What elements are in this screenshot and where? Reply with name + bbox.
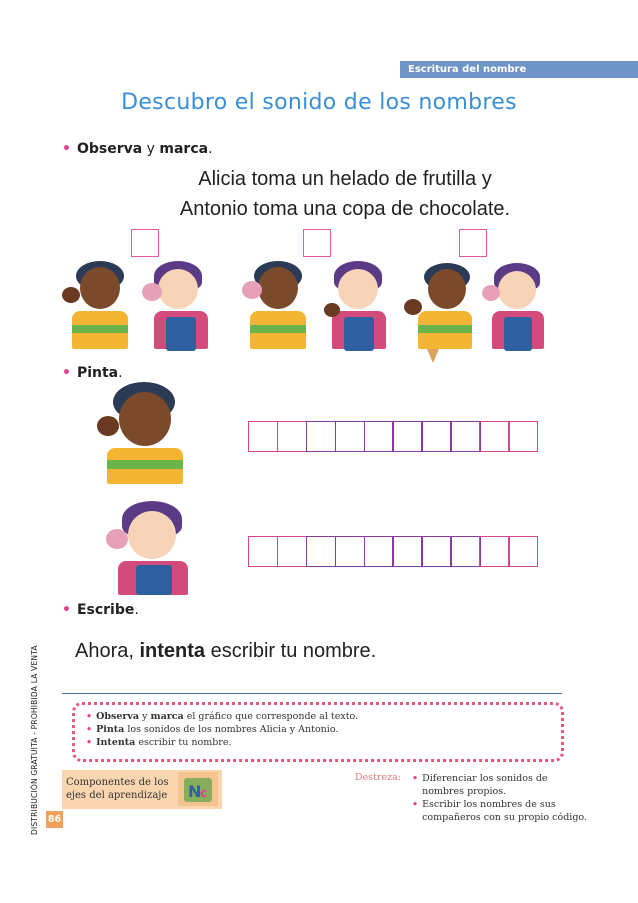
write-name-prompt: Ahora, intenta escribir tu nombre.	[75, 640, 377, 662]
letter-cell[interactable]	[392, 421, 422, 452]
sentence-line-1: Alicia toma un helado de frutilla y	[198, 168, 492, 190]
letter-cell[interactable]	[277, 536, 307, 567]
boy-portrait	[95, 378, 195, 488]
letter-cell[interactable]	[248, 421, 278, 452]
letter-cell[interactable]	[392, 536, 422, 567]
letter-cell[interactable]	[479, 421, 509, 452]
kids-illustration	[62, 253, 564, 363]
letter-cell[interactable]	[450, 421, 480, 452]
components-label: Componentes de los ejes del aprendizaje	[66, 777, 169, 801]
letter-grid-antonio	[248, 421, 537, 452]
letter-cell[interactable]	[421, 421, 451, 452]
instruction-paint: • Pinta.	[62, 365, 123, 381]
svg-text:c: c	[200, 786, 208, 800]
note-item: • Intenta escribir tu nombre.	[86, 737, 232, 748]
letter-cell[interactable]	[364, 536, 394, 567]
letter-cell[interactable]	[364, 421, 394, 452]
letter-cell[interactable]	[508, 421, 538, 452]
divider	[62, 693, 562, 694]
page-number: 86	[46, 811, 63, 828]
bullet-icon: •	[62, 602, 71, 618]
letter-cell[interactable]	[306, 421, 336, 452]
letter-cell[interactable]	[508, 536, 538, 567]
letter-cell[interactable]	[335, 421, 365, 452]
letter-cell[interactable]	[306, 536, 336, 567]
instruction-write: • Escribe.	[62, 602, 139, 618]
letter-cell[interactable]	[421, 536, 451, 567]
girl-portrait	[100, 497, 200, 597]
sentence-line-2: Antonio toma una copa de chocolate.	[179, 198, 511, 220]
page-title: Descubro el sonido de los nombres	[121, 90, 517, 115]
letter-grid-alicia	[248, 536, 537, 567]
section-tag: Escritura del nombre	[400, 61, 638, 78]
note-item: • Pinta los sonidos de los nombres Alicia y Antonio.	[86, 724, 339, 735]
letter-cell[interactable]	[277, 421, 307, 452]
teacher-notes-list	[86, 710, 546, 749]
letter-cell[interactable]	[335, 536, 365, 567]
svg-text:N: N	[188, 782, 202, 801]
destreza-label: Destreza:	[355, 772, 401, 783]
bullet-icon: •	[62, 141, 71, 157]
note-item: • Observa y marca el gráfico que corresponde al texto.	[86, 711, 359, 722]
letter-cell[interactable]	[479, 536, 509, 567]
letter-cell[interactable]	[450, 536, 480, 567]
destreza-list: • Diferenciar los sonidos de nombres propios. • Escribir los nombres de sus compañeros con su propio código.	[412, 773, 587, 823]
components-icon	[178, 772, 218, 806]
bullet-icon: •	[62, 365, 71, 381]
letter-cell[interactable]	[248, 536, 278, 567]
distribution-notice: DISTRIBUCIÓN GRATUITA - PROHIBIDA LA VENTA	[30, 645, 39, 835]
instruction-observe: • Observa y marca.	[62, 141, 213, 157]
